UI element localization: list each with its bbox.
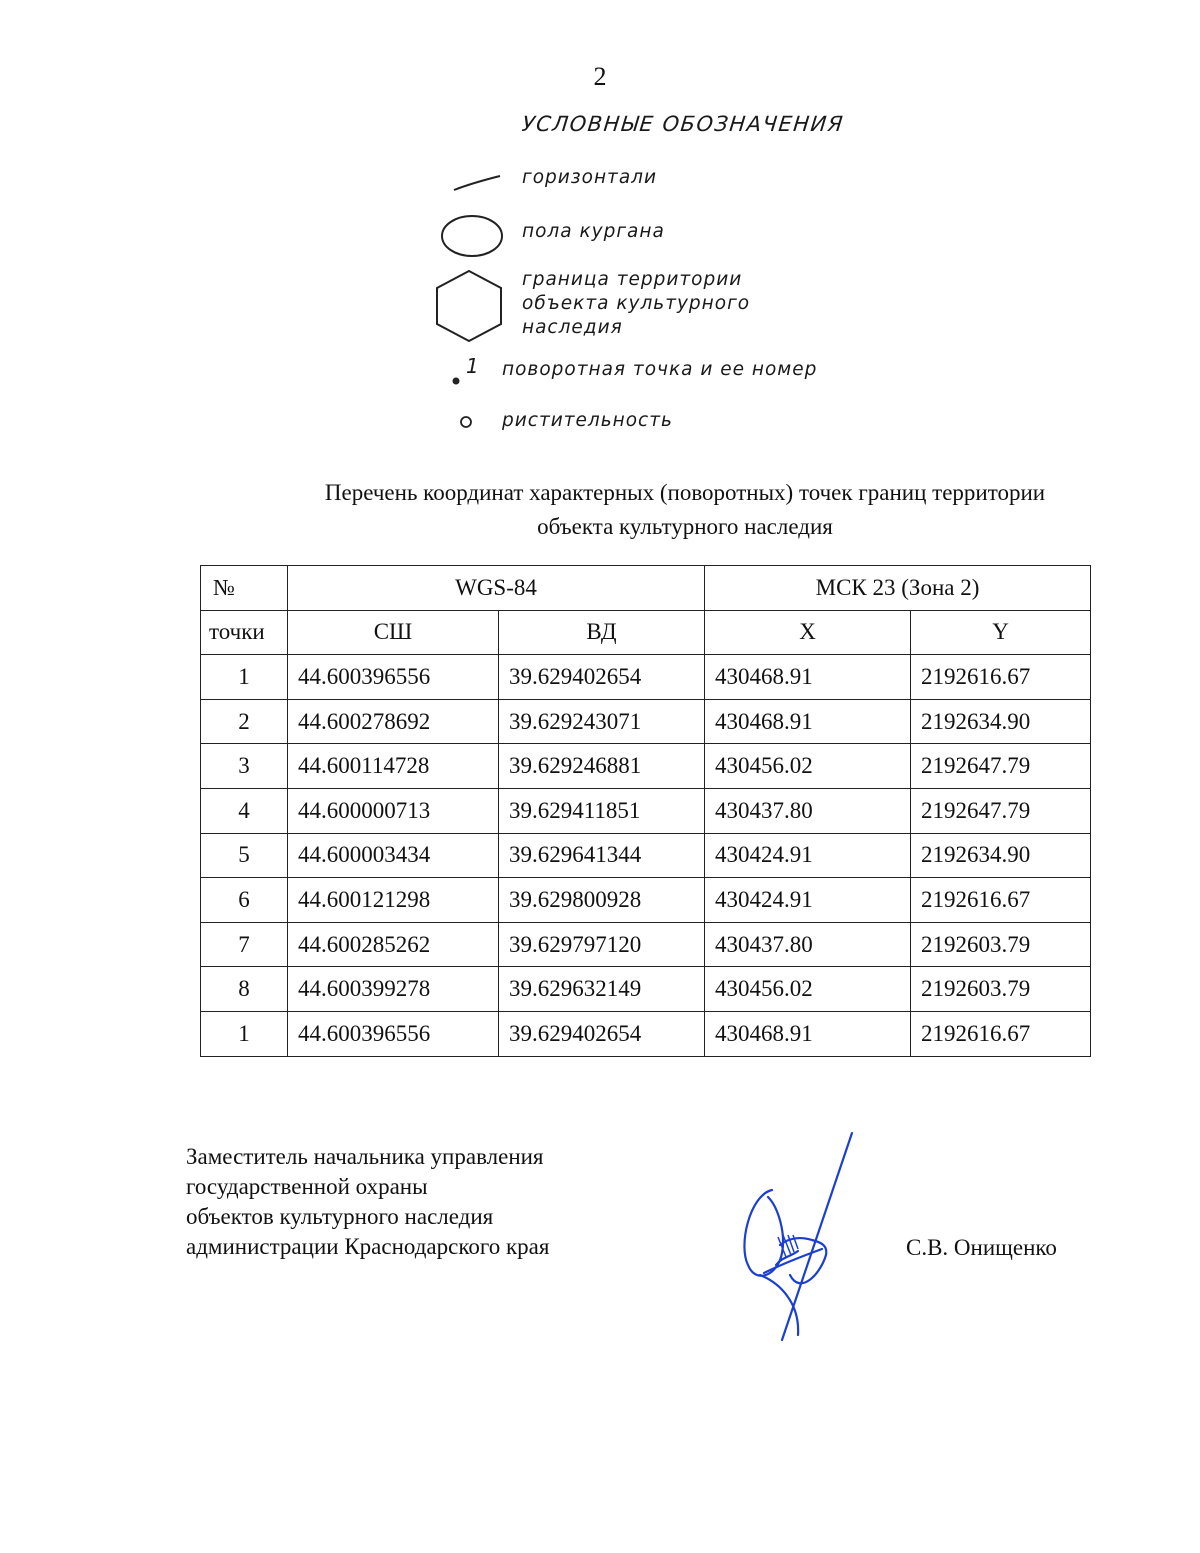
signer-line-4: администрации Краснодарского края bbox=[186, 1234, 550, 1259]
table-header-row bbox=[201, 566, 1091, 611]
x-cell: 430437.80 bbox=[705, 788, 911, 833]
x-cell: 430456.02 bbox=[705, 967, 911, 1012]
latitude-cell: 44.600399278 bbox=[288, 967, 499, 1012]
page-number: 2 bbox=[593, 62, 607, 91]
coordinates-heading bbox=[150, 476, 1200, 544]
heading-line-2: объекта культурного наследия bbox=[537, 514, 833, 539]
latitude-cell: 44.600396556 bbox=[288, 655, 499, 700]
longitude-cell: 39.629632149 bbox=[499, 967, 705, 1012]
header-y: Y bbox=[911, 610, 1091, 655]
y-cell: 2192603.79 bbox=[911, 922, 1091, 967]
longitude-cell: 39.629246881 bbox=[499, 744, 705, 789]
longitude-cell: 39.629402654 bbox=[499, 1011, 705, 1056]
point-number: 3 bbox=[201, 744, 288, 789]
longitude-cell: 39.629797120 bbox=[499, 922, 705, 967]
heading-line-1: Перечень координат характерных (поворотных) точек границ территории bbox=[324, 480, 1046, 505]
x-cell: 430468.91 bbox=[705, 1011, 911, 1056]
y-cell: 2192647.79 bbox=[911, 744, 1091, 789]
table-row bbox=[201, 1011, 1091, 1056]
signer-name: С.В. Онищенко bbox=[906, 1235, 1057, 1260]
legend-label-mound: пола кургана bbox=[522, 221, 665, 242]
point-number: 2 bbox=[201, 699, 288, 744]
header-latitude: СШ bbox=[288, 610, 499, 655]
turning-point-marker: 1 bbox=[466, 354, 480, 378]
circle-icon bbox=[458, 414, 474, 430]
longitude-cell: 39.629402654 bbox=[499, 655, 705, 700]
longitude-cell: 39.629800928 bbox=[499, 878, 705, 923]
contour-line-icon bbox=[452, 170, 502, 194]
signer-line-3: объектов культурного наследия bbox=[186, 1204, 494, 1229]
longitude-cell: 39.629641344 bbox=[499, 833, 705, 878]
ellipse-icon bbox=[440, 212, 506, 260]
x-cell: 430437.80 bbox=[705, 922, 911, 967]
table-row bbox=[201, 967, 1091, 1012]
latitude-cell: 44.600003434 bbox=[288, 833, 499, 878]
legend-label-boundary bbox=[522, 268, 750, 340]
header-wgs84: WGS-84 bbox=[288, 566, 705, 611]
point-number: 1 bbox=[201, 1011, 288, 1056]
coordinates-table bbox=[200, 565, 1091, 1057]
signer-line-2: государственной охраны bbox=[186, 1174, 428, 1199]
header-point: точки bbox=[201, 610, 288, 655]
x-cell: 430468.91 bbox=[705, 655, 911, 700]
y-cell: 2192647.79 bbox=[911, 788, 1091, 833]
x-cell: 430424.91 bbox=[705, 878, 911, 923]
hexagon-icon bbox=[433, 268, 505, 344]
point-number: 5 bbox=[201, 833, 288, 878]
longitude-cell: 39.629411851 bbox=[499, 788, 705, 833]
x-cell: 430468.91 bbox=[705, 699, 911, 744]
header-number-symbol: № bbox=[201, 566, 288, 611]
legend-boundary-line-3: наследия bbox=[522, 317, 623, 338]
table-row bbox=[201, 655, 1091, 700]
latitude-cell: 44.600114728 bbox=[288, 744, 499, 789]
latitude-cell: 44.600278692 bbox=[288, 699, 499, 744]
header-longitude: ВД bbox=[499, 610, 705, 655]
point-number: 4 bbox=[201, 788, 288, 833]
table-row bbox=[201, 788, 1091, 833]
y-cell: 2192603.79 bbox=[911, 967, 1091, 1012]
point-number: 1 bbox=[201, 655, 288, 700]
point-number: 8 bbox=[201, 967, 288, 1012]
y-cell: 2192616.67 bbox=[911, 1011, 1091, 1056]
y-cell: 2192616.67 bbox=[911, 878, 1091, 923]
header-msk23: МСК 23 (Зона 2) bbox=[705, 566, 1091, 611]
point-number: 6 bbox=[201, 878, 288, 923]
table-row bbox=[201, 833, 1091, 878]
x-cell: 430424.91 bbox=[705, 833, 911, 878]
signer-title bbox=[186, 1142, 549, 1262]
latitude-cell: 44.600396556 bbox=[288, 1011, 499, 1056]
legend-boundary-line-1: граница территории bbox=[522, 269, 743, 290]
latitude-cell: 44.600285262 bbox=[288, 922, 499, 967]
header-x: X bbox=[705, 610, 911, 655]
table-row bbox=[201, 699, 1091, 744]
legend-title: УСЛОВНЫЕ ОБОЗНАЧЕНИЯ bbox=[520, 112, 846, 136]
x-cell: 430456.02 bbox=[705, 744, 911, 789]
table-row bbox=[201, 878, 1091, 923]
y-cell: 2192634.90 bbox=[911, 833, 1091, 878]
legend-label-contours: горизонтали bbox=[522, 167, 658, 188]
table-row bbox=[201, 922, 1091, 967]
longitude-cell: 39.629243071 bbox=[499, 699, 705, 744]
y-cell: 2192616.67 bbox=[911, 655, 1091, 700]
latitude-cell: 44.600000713 bbox=[288, 788, 499, 833]
latitude-cell: 44.600121298 bbox=[288, 878, 499, 923]
y-cell: 2192634.90 bbox=[911, 699, 1091, 744]
table-row bbox=[201, 744, 1091, 789]
table-subheader-row bbox=[201, 610, 1091, 655]
legend-label-turning-point: поворотная точка и ее номер bbox=[502, 359, 818, 380]
point-number: 7 bbox=[201, 922, 288, 967]
handwritten-signature bbox=[720, 1125, 870, 1355]
legend-label-vegetation: ристительность bbox=[502, 410, 673, 431]
legend-boundary-line-2: объекта культурного bbox=[522, 293, 751, 314]
signer-line-1: Заместитель начальника управления bbox=[186, 1144, 544, 1169]
